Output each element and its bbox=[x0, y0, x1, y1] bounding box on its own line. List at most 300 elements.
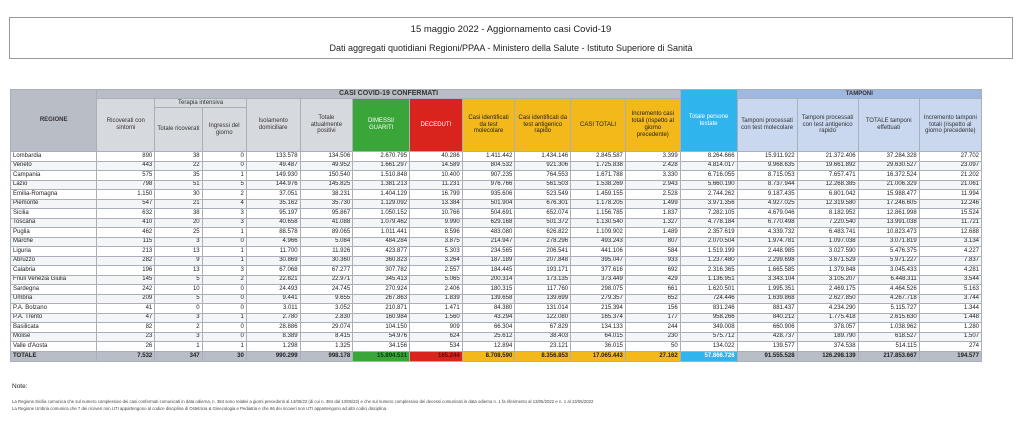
value-cell: 4.814.017 bbox=[680, 161, 737, 171]
value-cell: 377.616 bbox=[571, 266, 626, 276]
band-terapia-intensiva: Terapia intensiva bbox=[155, 99, 247, 108]
value-cell: 40.658 bbox=[246, 218, 300, 228]
value-cell: 933 bbox=[625, 256, 680, 266]
value-cell: 1.620.501 bbox=[680, 285, 737, 295]
value-cell: 12.246 bbox=[919, 199, 981, 209]
region-name-cell: Marche bbox=[11, 237, 97, 247]
value-cell: 38.231 bbox=[300, 190, 353, 200]
value-cell: 4.966 bbox=[246, 237, 300, 247]
value-cell: 43.294 bbox=[462, 313, 515, 323]
table-row bbox=[11, 313, 982, 323]
value-cell: 3 bbox=[155, 332, 202, 342]
value-cell: 2.299.698 bbox=[737, 256, 797, 266]
value-cell: 0 bbox=[202, 161, 246, 171]
value-cell: 13.991.038 bbox=[858, 218, 919, 228]
value-cell: 274 bbox=[919, 342, 981, 352]
table-row bbox=[11, 266, 982, 276]
value-cell: 1.995.351 bbox=[737, 285, 797, 295]
value-cell: 37.284.328 bbox=[858, 152, 919, 162]
value-cell: 49.952 bbox=[300, 161, 353, 171]
value-cell: 209 bbox=[97, 294, 155, 304]
value-cell: 1.448 bbox=[919, 313, 981, 323]
table-row bbox=[11, 256, 982, 266]
value-cell: 1.379.848 bbox=[797, 266, 858, 276]
value-cell: 958.266 bbox=[680, 313, 737, 323]
value-cell: 207.848 bbox=[515, 256, 571, 266]
value-cell: 122.080 bbox=[515, 313, 571, 323]
value-cell: 4 bbox=[202, 199, 246, 209]
value-cell: 24.745 bbox=[300, 285, 353, 295]
value-cell: 21 bbox=[155, 199, 202, 209]
report-title: 15 maggio 2022 - Aggiornamento casi Covid-19 bbox=[410, 24, 612, 35]
value-cell: 234.565 bbox=[462, 247, 515, 257]
total-cell: 8.356.853 bbox=[515, 351, 571, 361]
value-cell: 11.231 bbox=[410, 180, 463, 190]
value-cell: 13 bbox=[155, 247, 202, 257]
total-cell: 7.532 bbox=[97, 351, 155, 361]
value-cell: 514.115 bbox=[858, 342, 919, 352]
value-cell: 21.372.406 bbox=[797, 152, 858, 162]
value-cell: 210.871 bbox=[353, 304, 410, 314]
value-cell: 1.489 bbox=[625, 228, 680, 238]
value-cell: 3.134 bbox=[919, 237, 981, 247]
value-cell: 1.327 bbox=[625, 218, 680, 228]
table-row bbox=[11, 228, 982, 238]
value-cell: 2.627.850 bbox=[797, 294, 858, 304]
value-cell: 0 bbox=[202, 294, 246, 304]
value-cell: 4.227 bbox=[919, 247, 981, 257]
value-cell: 28.886 bbox=[246, 323, 300, 333]
value-cell: 907.235 bbox=[462, 171, 515, 181]
header-persone: Totale persone testate bbox=[680, 90, 737, 152]
value-cell: 35.730 bbox=[300, 199, 353, 209]
value-cell: 6.770.498 bbox=[737, 218, 797, 228]
value-cell: 145.825 bbox=[300, 180, 353, 190]
value-cell: 13.384 bbox=[410, 199, 463, 209]
value-cell: 8.264.666 bbox=[680, 152, 737, 162]
value-cell: 5 bbox=[155, 275, 202, 285]
value-cell: 5 bbox=[202, 180, 246, 190]
value-cell: 764.553 bbox=[515, 171, 571, 181]
value-cell: 6.716.055 bbox=[680, 171, 737, 181]
value-cell: 139.699 bbox=[515, 294, 571, 304]
value-cell: 25.612 bbox=[462, 332, 515, 342]
total-cell: 194.577 bbox=[919, 351, 981, 361]
value-cell: 1.499 bbox=[625, 199, 680, 209]
header-molecolare: Casi identificati da test molecolare bbox=[462, 99, 515, 152]
value-cell: 49.487 bbox=[246, 161, 300, 171]
value-cell: 67.277 bbox=[300, 266, 353, 276]
value-cell: 15.911.922 bbox=[737, 152, 797, 162]
value-cell: 501.904 bbox=[462, 199, 515, 209]
value-cell: 5.971.227 bbox=[858, 256, 919, 266]
value-cell: 270.924 bbox=[353, 285, 410, 295]
value-cell: 173.135 bbox=[515, 275, 571, 285]
notes-title: Note: bbox=[12, 383, 28, 390]
value-cell: 724.446 bbox=[680, 294, 737, 304]
value-cell: 24.493 bbox=[246, 285, 300, 295]
value-cell: 11.994 bbox=[919, 190, 981, 200]
value-cell: 4.281 bbox=[919, 266, 981, 276]
value-cell: 88.578 bbox=[246, 228, 300, 238]
value-cell: 1.538.269 bbox=[571, 180, 626, 190]
header-dimessi: DIMESSI/ GUARITI bbox=[353, 99, 410, 152]
value-cell: 0 bbox=[202, 152, 246, 162]
value-cell: 373.449 bbox=[571, 275, 626, 285]
value-cell: 1.974.781 bbox=[737, 237, 797, 247]
value-cell: 4.464.526 bbox=[858, 285, 919, 295]
value-cell: 534 bbox=[410, 342, 463, 352]
value-cell: 5.163 bbox=[919, 285, 981, 295]
region-name-cell: Basilicata bbox=[11, 323, 97, 333]
value-cell: 1.129.092 bbox=[353, 199, 410, 209]
value-cell: 25 bbox=[155, 228, 202, 238]
table-row bbox=[11, 285, 982, 295]
region-name-cell: Sicilia bbox=[11, 209, 97, 219]
value-cell: 26 bbox=[97, 342, 155, 352]
value-cell: 3.744 bbox=[919, 294, 981, 304]
note-line-1: La Regione Sicilia comunica che sul numero complessivo dei casi confermati comunicati in data odierna, n. 384 sono relativi a giorni precedenti al 14/05/22 (di cui n. 384 dal 13/05/22) e che sul numero complessivo dei decessi comunicati in data odierna n. 1 fa riferimento al 13/05/2022 e n. 1 al 13/05/2022 bbox=[12, 399, 594, 404]
value-cell: 206.541 bbox=[515, 247, 571, 257]
value-cell: 1.560 bbox=[410, 313, 463, 323]
value-cell: 184.445 bbox=[462, 266, 515, 276]
value-cell: 1.725.838 bbox=[571, 161, 626, 171]
value-cell: 17.246.605 bbox=[858, 199, 919, 209]
value-cell: 8.715.053 bbox=[737, 171, 797, 181]
region-name-cell: P.A. Bolzano bbox=[11, 304, 97, 314]
value-cell: 0 bbox=[202, 237, 246, 247]
value-cell: 115 bbox=[97, 237, 155, 247]
header-isolamento: Isolamento domiciliare bbox=[246, 99, 300, 152]
value-cell: 624 bbox=[410, 332, 463, 342]
value-cell: 10.823.473 bbox=[858, 228, 919, 238]
value-cell: 15.524 bbox=[919, 209, 981, 219]
value-cell: 2.428 bbox=[625, 161, 680, 171]
value-cell: 21.061 bbox=[919, 180, 981, 190]
value-cell: 215.394 bbox=[571, 304, 626, 314]
value-cell: 21.202 bbox=[919, 171, 981, 181]
total-cell: 57.866.726 bbox=[680, 351, 737, 361]
value-cell: 8.389 bbox=[246, 332, 300, 342]
value-cell: 117.760 bbox=[515, 285, 571, 295]
value-cell: 1.136.951 bbox=[680, 275, 737, 285]
value-cell: 626.822 bbox=[515, 228, 571, 238]
value-cell: 2.943 bbox=[625, 180, 680, 190]
value-cell: 428.737 bbox=[737, 332, 797, 342]
value-cell: 7.837 bbox=[919, 256, 981, 266]
value-cell: 1.411.442 bbox=[462, 152, 515, 162]
region-name-cell: Campania bbox=[11, 171, 97, 181]
value-cell: 1.011.441 bbox=[353, 228, 410, 238]
value-cell: 1.097.038 bbox=[797, 237, 858, 247]
value-cell: 3.671.529 bbox=[797, 256, 858, 266]
value-cell: 890 bbox=[97, 152, 155, 162]
value-cell: 1.665.585 bbox=[737, 266, 797, 276]
value-cell: 189.790 bbox=[797, 332, 858, 342]
value-cell: 483.080 bbox=[462, 228, 515, 238]
value-cell: 165.374 bbox=[571, 313, 626, 323]
value-cell: 145 bbox=[97, 275, 155, 285]
value-cell: 504.691 bbox=[462, 209, 515, 219]
value-cell: 149.930 bbox=[246, 171, 300, 181]
value-cell: 139.658 bbox=[462, 294, 515, 304]
table-row bbox=[11, 237, 982, 247]
region-name-cell: Calabria bbox=[11, 266, 97, 276]
table-row bbox=[11, 294, 982, 304]
header-ricoverati: Ricoverati con sintomi bbox=[97, 99, 155, 152]
total-row bbox=[11, 351, 982, 361]
value-cell: 1.775.418 bbox=[797, 313, 858, 323]
value-cell: 51 bbox=[155, 180, 202, 190]
total-cell: 165.244 bbox=[410, 351, 463, 361]
value-cell: 692 bbox=[625, 266, 680, 276]
value-cell: 41.088 bbox=[300, 218, 353, 228]
value-cell: 443 bbox=[97, 161, 155, 171]
value-cell: 47 bbox=[97, 313, 155, 323]
value-cell: 3 bbox=[202, 209, 246, 219]
value-cell: 2.357.619 bbox=[680, 228, 737, 238]
value-cell: 4.339.732 bbox=[737, 228, 797, 238]
value-cell: 1.839 bbox=[410, 294, 463, 304]
value-cell: 156 bbox=[625, 304, 680, 314]
value-cell: 30 bbox=[155, 190, 202, 200]
value-cell: 13 bbox=[155, 266, 202, 276]
region-name-cell: Sardegna bbox=[11, 285, 97, 295]
value-cell: 34.156 bbox=[353, 342, 410, 352]
value-cell: 16.372.524 bbox=[858, 171, 919, 181]
region-name-cell: Lazio bbox=[11, 180, 97, 190]
value-cell: 0 bbox=[202, 323, 246, 333]
table-row bbox=[11, 152, 982, 162]
value-cell: 35 bbox=[155, 171, 202, 181]
value-cell: 4.679.046 bbox=[737, 209, 797, 219]
value-cell: 395.047 bbox=[571, 256, 626, 266]
value-cell: 230 bbox=[625, 332, 680, 342]
value-cell: 652 bbox=[625, 294, 680, 304]
value-cell: 9.968.635 bbox=[737, 161, 797, 171]
table-row bbox=[11, 247, 982, 257]
value-cell: 441.106 bbox=[571, 247, 626, 257]
value-cell: 1.280 bbox=[919, 323, 981, 333]
value-cell: 909 bbox=[410, 323, 463, 333]
value-cell: 4.234.290 bbox=[797, 304, 858, 314]
value-cell: 11.721 bbox=[919, 218, 981, 228]
header-incremento: Incremento casi totali (rispetto al giorno precedente) bbox=[625, 99, 680, 152]
value-cell: 14.589 bbox=[410, 161, 463, 171]
value-cell: 2 bbox=[155, 323, 202, 333]
value-cell: 804.532 bbox=[462, 161, 515, 171]
value-cell: 9 bbox=[155, 256, 202, 266]
total-cell: 998.178 bbox=[300, 351, 353, 361]
value-cell: 40.286 bbox=[410, 152, 463, 162]
band-casi-confermati: CASI COVID-19 CONFERMATI bbox=[97, 90, 680, 99]
total-cell: 217.853.667 bbox=[858, 351, 919, 361]
value-cell: 360.823 bbox=[353, 256, 410, 266]
value-cell: 575.712 bbox=[680, 332, 737, 342]
value-cell: 282 bbox=[97, 256, 155, 266]
value-cell: 1.434.146 bbox=[515, 152, 571, 162]
value-cell: 2.406 bbox=[410, 285, 463, 295]
value-cell: 67.829 bbox=[515, 323, 571, 333]
value-cell: 7.220.540 bbox=[797, 218, 858, 228]
table-row bbox=[11, 275, 982, 285]
value-cell: 5.084 bbox=[300, 237, 353, 247]
value-cell: 3.971.356 bbox=[680, 199, 737, 209]
total-cell: 126.298.139 bbox=[797, 351, 858, 361]
value-cell: 618.527 bbox=[858, 332, 919, 342]
value-cell: 133.578 bbox=[246, 152, 300, 162]
value-cell: 2.615.630 bbox=[858, 313, 919, 323]
value-cell: 9.990 bbox=[410, 218, 463, 228]
value-cell: 2.845.587 bbox=[571, 152, 626, 162]
value-cell: 378.057 bbox=[797, 323, 858, 333]
value-cell: 661 bbox=[625, 285, 680, 295]
value-cell: 1.130.540 bbox=[571, 218, 626, 228]
region-name-cell: P.A. Trento bbox=[11, 313, 97, 323]
value-cell: 139.577 bbox=[737, 342, 797, 352]
value-cell: 4.927.025 bbox=[737, 199, 797, 209]
value-cell: 10 bbox=[155, 285, 202, 295]
value-cell: 6.483.741 bbox=[797, 228, 858, 238]
value-cell: 1.471 bbox=[410, 304, 463, 314]
value-cell: 12.319.580 bbox=[797, 199, 858, 209]
value-cell: 374.538 bbox=[797, 342, 858, 352]
value-cell: 1.150 bbox=[97, 190, 155, 200]
value-cell: 1.298 bbox=[246, 342, 300, 352]
value-cell: 2.448.985 bbox=[737, 247, 797, 257]
value-cell: 3.544 bbox=[919, 275, 981, 285]
value-cell: 1.671.788 bbox=[571, 171, 626, 181]
region-name-cell: Valle d'Aosta bbox=[11, 342, 97, 352]
value-cell: 12.688 bbox=[919, 228, 981, 238]
value-cell: 1 bbox=[202, 256, 246, 266]
value-cell: 95.197 bbox=[246, 209, 300, 219]
value-cell: 2.830 bbox=[300, 313, 353, 323]
value-cell: 29.630.527 bbox=[858, 161, 919, 171]
table-row bbox=[11, 323, 982, 333]
table-row bbox=[11, 332, 982, 342]
table-row bbox=[11, 180, 982, 190]
value-cell: 935.606 bbox=[462, 190, 515, 200]
value-cell: 54.976 bbox=[353, 332, 410, 342]
region-name-cell: Emilia-Romagna bbox=[11, 190, 97, 200]
value-cell: 523.549 bbox=[515, 190, 571, 200]
value-cell: 798 bbox=[97, 180, 155, 190]
value-cell: 840.212 bbox=[737, 313, 797, 323]
value-cell: 3 bbox=[155, 313, 202, 323]
report-subtitle: Dati aggregati quotidiani Regioni/PPAA - Ministero della Salute - Istituto Superiore di Sanità bbox=[329, 43, 693, 53]
value-cell: 976.766 bbox=[462, 180, 515, 190]
value-cell: 1.079.462 bbox=[353, 218, 410, 228]
value-cell: 36.015 bbox=[571, 342, 626, 352]
value-cell: 4.267.718 bbox=[858, 294, 919, 304]
value-cell: 22.821 bbox=[246, 275, 300, 285]
region-name-cell: Piemonte bbox=[11, 199, 97, 209]
value-cell: 5.476.375 bbox=[858, 247, 919, 257]
value-cell: 831.246 bbox=[680, 304, 737, 314]
note-line-2: La Regione Umbria comunica che 7 dei ricoveri non UTI appartengono al codice disciplina di Ostetricia & Ginecologia e Pediatria e che 66 dei ricoveri non UTI appartengono ad altri codici disciplina. bbox=[12, 406, 388, 411]
value-cell: 423.877 bbox=[353, 247, 410, 257]
value-cell: 410 bbox=[97, 218, 155, 228]
value-cell: 921.306 bbox=[515, 161, 571, 171]
value-cell: 213 bbox=[97, 247, 155, 257]
value-cell: 30.360 bbox=[300, 256, 353, 266]
value-cell: 2.744.262 bbox=[680, 190, 737, 200]
value-cell: 10.400 bbox=[410, 171, 463, 181]
total-cell: 27.162 bbox=[625, 351, 680, 361]
value-cell: 5.115.727 bbox=[858, 304, 919, 314]
value-cell: 881.437 bbox=[737, 304, 797, 314]
value-cell: 1.510.848 bbox=[353, 171, 410, 181]
value-cell: 134.022 bbox=[680, 342, 737, 352]
total-cell: 347 bbox=[155, 351, 202, 361]
value-cell: 1.459.155 bbox=[571, 190, 626, 200]
value-cell: 95.867 bbox=[300, 209, 353, 219]
value-cell: 21.006.329 bbox=[858, 180, 919, 190]
value-cell: 23.097 bbox=[919, 161, 981, 171]
value-cell: 134.506 bbox=[300, 152, 353, 162]
total-label: TOTALE bbox=[11, 351, 97, 361]
value-cell: 242 bbox=[97, 285, 155, 295]
header-ti-ingressi: Ingressi del giorno bbox=[202, 108, 246, 152]
value-cell: 150.540 bbox=[300, 171, 353, 181]
value-cell: 1.156.785 bbox=[571, 209, 626, 219]
value-cell: 1.050.152 bbox=[353, 209, 410, 219]
value-cell: 89.065 bbox=[300, 228, 353, 238]
value-cell: 3.011 bbox=[246, 304, 300, 314]
value-cell: 5.065 bbox=[410, 275, 463, 285]
value-cell: 3.071.819 bbox=[858, 237, 919, 247]
table-row bbox=[11, 304, 982, 314]
value-cell: 3 bbox=[155, 237, 202, 247]
value-cell: 807 bbox=[625, 237, 680, 247]
value-cell: 12.894 bbox=[462, 342, 515, 352]
value-cell: 10.766 bbox=[410, 209, 463, 219]
table-row bbox=[11, 218, 982, 228]
region-name-cell: Abruzzo bbox=[11, 256, 97, 266]
value-cell: 23 bbox=[97, 332, 155, 342]
value-cell: 584 bbox=[625, 247, 680, 257]
value-cell: 19.661.892 bbox=[797, 161, 858, 171]
value-cell: 196 bbox=[97, 266, 155, 276]
region-name-cell: Puglia bbox=[11, 228, 97, 238]
value-cell: 1.519.199 bbox=[680, 247, 737, 257]
value-cell: 1 bbox=[202, 247, 246, 257]
value-cell: 462 bbox=[97, 228, 155, 238]
title-box bbox=[9, 17, 1013, 59]
value-cell: 4.778.184 bbox=[680, 218, 737, 228]
value-cell: 1 bbox=[202, 171, 246, 181]
band-tamponi: TAMPONI bbox=[737, 90, 981, 99]
value-cell: 267.863 bbox=[353, 294, 410, 304]
value-cell: 3 bbox=[202, 218, 246, 228]
table-row bbox=[11, 161, 982, 171]
total-cell: 990.299 bbox=[246, 351, 300, 361]
table-row bbox=[11, 199, 982, 209]
value-cell: 501.372 bbox=[515, 218, 571, 228]
value-cell: 1.404.129 bbox=[353, 190, 410, 200]
region-name-cell: Lombardia bbox=[11, 152, 97, 162]
table-row bbox=[11, 209, 982, 219]
value-cell: 177 bbox=[625, 313, 680, 323]
value-cell: 2.670.795 bbox=[353, 152, 410, 162]
value-cell: 9.441 bbox=[246, 294, 300, 304]
region-name-cell: Umbria bbox=[11, 294, 97, 304]
value-cell: 0 bbox=[202, 332, 246, 342]
value-cell: 2.316.365 bbox=[680, 266, 737, 276]
value-cell: 12.268.385 bbox=[797, 180, 858, 190]
value-cell: 22 bbox=[155, 161, 202, 171]
